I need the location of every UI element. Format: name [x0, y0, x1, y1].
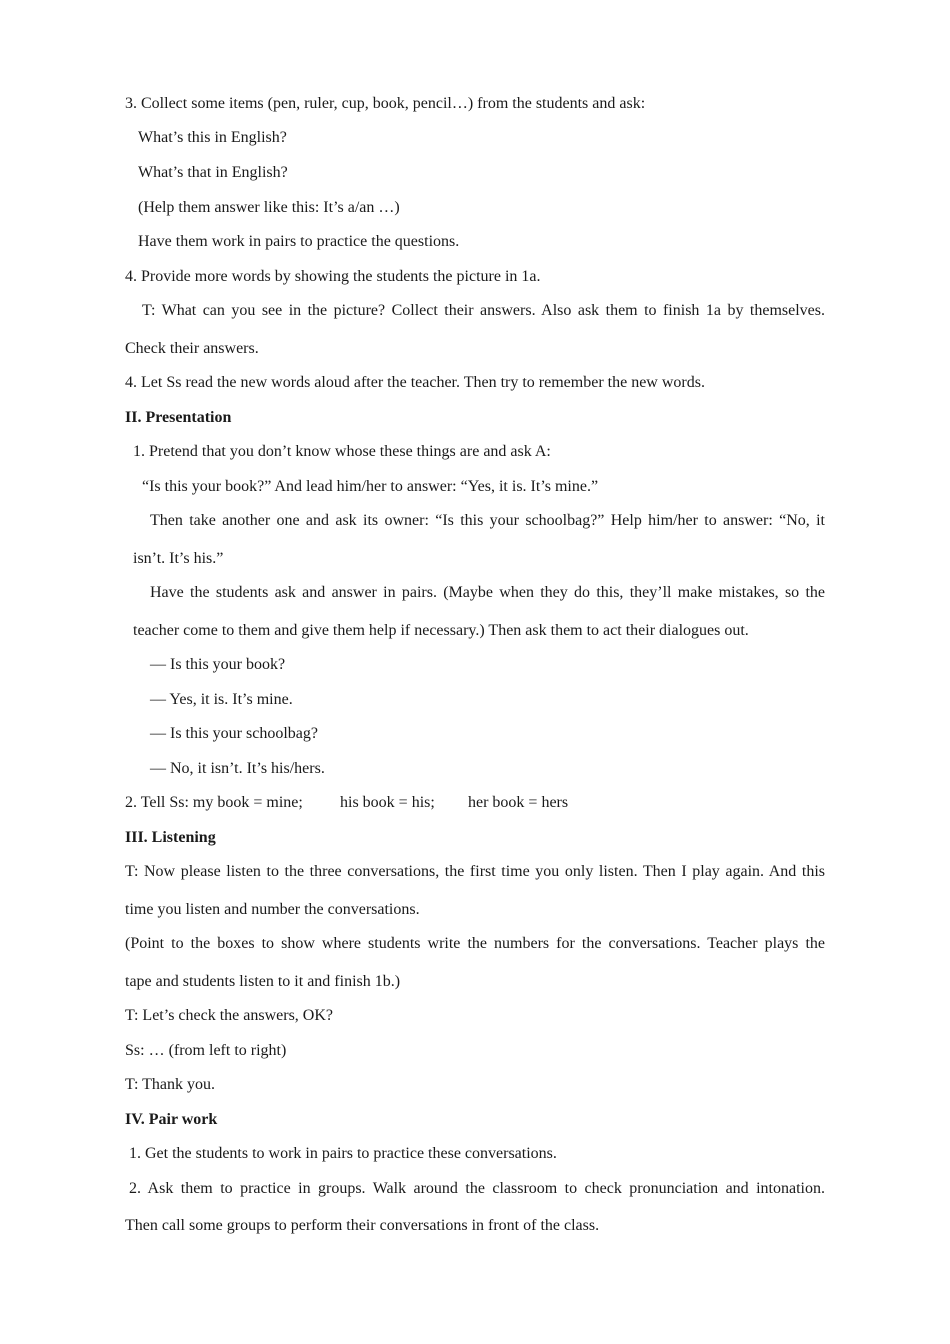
presentation-act-out: teacher come to them and give them help if necessary.) Then ask them to act their dialogues out.: [133, 622, 749, 639]
presentation-pairs: Have the students ask and answer in pairs. (Maybe when they do this, they’ll make mistakes, so the: [150, 584, 825, 601]
rule-his: his book = his;: [340, 794, 435, 811]
step-4-provide-words: 4. Provide more words by showing the students the picture in 1a.: [125, 268, 541, 285]
question-this: What’s this in English?: [138, 129, 287, 146]
presentation-schoolbag-question: Then take another one and ask its owner: “Is this your schoolbag?” Help him/her to answer: “No, it: [150, 512, 825, 529]
section-heading-pair-work: IV. Pair work: [125, 1111, 218, 1128]
section-heading-presentation: II. Presentation: [125, 409, 232, 426]
step-3-collect-items: 3. Collect some items (pen, ruler, cup, book, pencil…) from the students and ask:: [125, 95, 646, 112]
pair-work-step-2: 2. Ask them to practice in groups. Walk around the classroom to check pronunciation and intonation.: [129, 1180, 825, 1197]
presentation-step-1: 1. Pretend that you don’t know whose these things are and ask A:: [133, 443, 551, 460]
possessive-rule: [125, 793, 825, 813]
step-4-read-words: 4. Let Ss read the new words aloud after the teacher. Then try to remember the new words.: [125, 374, 705, 391]
check-answers: Check their answers.: [125, 340, 259, 357]
listening-instruction-cont: time you listen and number the conversations.: [125, 901, 420, 918]
question-that: What’s that in English?: [138, 164, 288, 181]
presentation-book-question: “Is this your book?” And lead him/her to answer: “Yes, it is. It’s mine.”: [142, 478, 599, 495]
dialogue-line: — Is this your book?: [150, 656, 286, 673]
rule-mine: 2. Tell Ss: my book = mine;: [125, 794, 303, 811]
dialogue-line: — Yes, it is. It’s mine.: [150, 691, 293, 708]
listening-boxes-note-cont: tape and students listen to it and finish 1b.): [125, 973, 401, 990]
rule-hers: her book = hers: [468, 794, 569, 811]
presentation-schoolbag-answer: isn’t. It’s his.”: [133, 550, 224, 567]
pair-practice: Have them work in pairs to practice the questions.: [138, 233, 460, 250]
answer-hint: (Help them answer like this: It’s a/an …): [138, 199, 400, 216]
dialogue-line: — Is this your schoolbag?: [150, 725, 318, 742]
teacher-thanks: T: Thank you.: [125, 1076, 216, 1093]
listening-boxes-note: (Point to the boxes to show where students write the numbers for the conversations. Teacher plays the: [125, 935, 825, 952]
check-answers-question: T: Let’s check the answers, OK?: [125, 1007, 334, 1024]
section-heading-listening: III. Listening: [125, 829, 216, 846]
dialogue-line: — No, it isn’t. It’s his/hers.: [150, 760, 325, 777]
listening-instruction: T: Now please listen to the three conversations, the first time you only listen. Then I play again. And this: [125, 863, 825, 880]
teacher-question-picture: T: What can you see in the picture? Collect their answers. Also ask them to finish 1a by themselves.: [142, 302, 825, 319]
pair-work-step-1: 1. Get the students to work in pairs to practice these conversations.: [129, 1145, 557, 1162]
students-answer: Ss: … (from left to right): [125, 1042, 287, 1059]
pair-work-step-2-cont: Then call some groups to perform their conversations in front of the class.: [125, 1217, 600, 1234]
